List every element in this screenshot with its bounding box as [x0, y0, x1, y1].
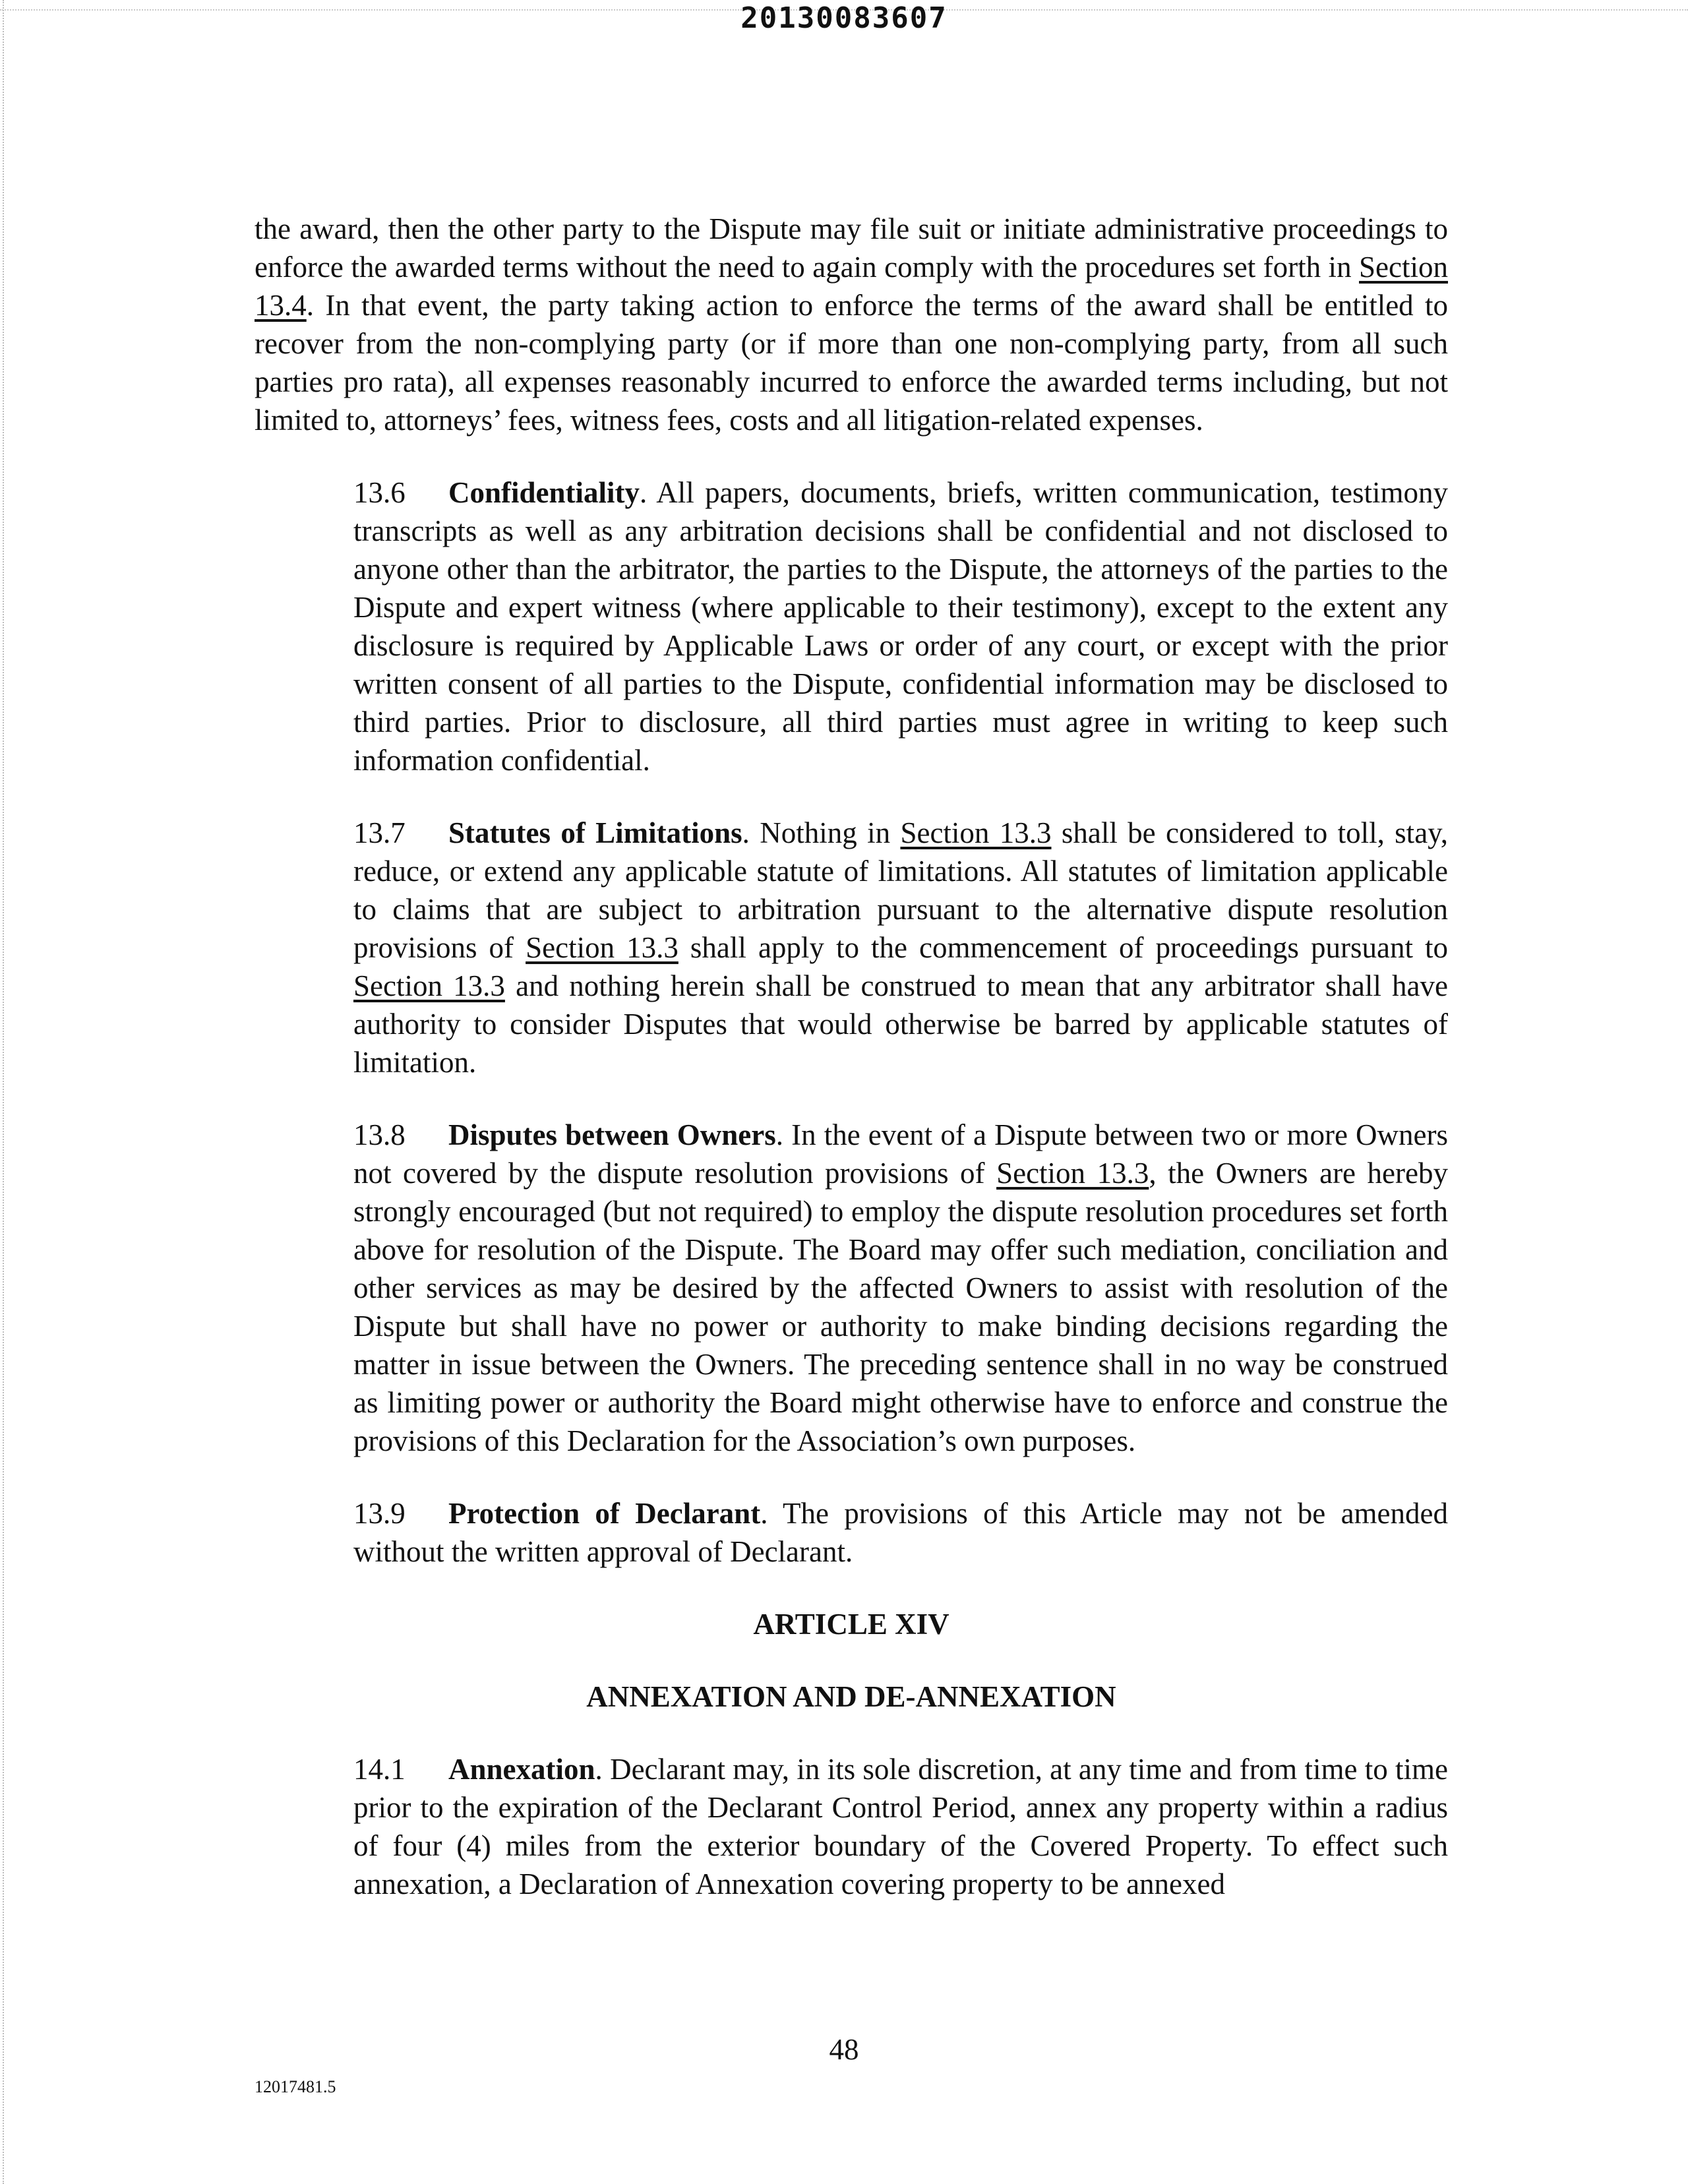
section-title: Annexation — [448, 1753, 595, 1786]
section-reference: Section 13.4 — [255, 251, 1448, 322]
section-13-8 — [255, 1116, 1448, 1460]
article-title: ARTICLE XIV — [753, 1608, 950, 1641]
page-number: 48 — [829, 2033, 859, 2066]
section-reference: Section 13.3 — [900, 816, 1052, 849]
section-reference: Section 13.3 — [996, 1157, 1149, 1190]
section-number: 14.1 — [353, 1753, 406, 1786]
article-subtitle: ANNEXATION AND DE-ANNEXATION — [586, 1680, 1116, 1713]
page-body — [255, 210, 1448, 1903]
section-reference: Section 13.3 — [526, 931, 678, 964]
section-text: . In the event of a Dispute between two or more Owners not covered by the dispute resolution provisions of — [353, 1118, 1449, 1190]
scan-left-edge — [3, 0, 7, 2184]
section-text: . Declarant may, in its sole discretion, at any time and from time to time prior to the expiration of the Declarant Control Period, annex any property within a radius of four (4) miles from the exterior boundary of the Covered Property. To effect such annexation, a Declaration of Annexation covering property to be annexed — [353, 1753, 1448, 1900]
section-title: Protection of Declarant — [448, 1497, 761, 1530]
section-text: shall be considered to toll, stay, reduce, or extend any applicable statute of limitations. All statutes of limitation applicable to claims that are subject to arbitration pursuant to the alternative dispute resolution provisions of — [353, 816, 1448, 964]
paragraph-continuation — [255, 210, 1448, 439]
section-title: Statutes of Limitations — [448, 816, 742, 849]
section-text: , the Owners are hereby strongly encouraged (but not required) to employ the dispute resolution procedures set forth above for resolution of the Dispute. The Board may offer such mediation, conciliation and other services as may be desired by the affected Owners to assist with resolution of the Dispute but shall have no power or authority to make binding decisions regarding the matter in issue between the Owners. The preceding sentence shall in no way be construed as limiting power or authority the Board might otherwise have to enforce and construe the provisions of this Declaration for the Association’s own purposes. — [353, 1157, 1448, 1457]
section-title: Confidentiality — [448, 476, 640, 509]
document-number: 20130083607 — [740, 1, 948, 35]
text: . In that event, the party taking action to enforce the terms of the award shall be entitled to recover from the non-complying party (or if more than one non-complying party, from all such parties pro rata), all expenses reasonably incurred to enforce the awarded terms including, but not limited to, attorneys’ fees, witness fees, costs and all litigation-related expenses. — [255, 289, 1448, 437]
section-text: . All papers, documents, briefs, written communication, testimony transcripts as well as any arbitration decisions shall be confidential and not disclosed to anyone other than the arbitrator, the parties to the Dispute, the attorneys of the parties to the Dispute and expert witness (where applicable to their testimony), except to the extent any disclosure is required by Applicable Laws or order of any court, or except with the prior written consent of all parties to the Dispute, confidential information may be disclosed to third parties. Prior to disclosure, all third parties must agree in writing to keep such information confidential. — [353, 476, 1448, 777]
section-text: . Nothing in — [742, 816, 901, 849]
section-text: and nothing herein shall be construed to mean that any arbitrator shall have authority to consider Disputes that would otherwise be barred by applicable statutes of limitation. — [353, 969, 1448, 1079]
section-13-6 — [255, 473, 1448, 779]
section-number: 13.8 — [353, 1118, 406, 1151]
section-13-9 — [255, 1494, 1448, 1571]
section-text: . The provisions of this Article may not be amended without the written approval of Declarant. — [353, 1497, 1449, 1568]
document-id: 12017481.5 — [255, 2077, 336, 2096]
section-reference: Section 13.3 — [353, 969, 505, 1002]
section-number: 13.7 — [353, 816, 406, 849]
section-14-1 — [255, 1750, 1448, 1903]
section-title: Disputes between Owners — [448, 1118, 776, 1151]
section-text: shall apply to the commencement of proceedings pursuant to — [678, 931, 1448, 964]
text: the award, then the other party to the Dispute may file suit or initiate administrative proceedings to enforce the awarded terms without the need to again comply with the procedures set forth in — [255, 212, 1448, 284]
section-13-7 — [255, 814, 1448, 1081]
section-number: 13.9 — [353, 1497, 406, 1530]
section-number: 13.6 — [353, 476, 406, 509]
